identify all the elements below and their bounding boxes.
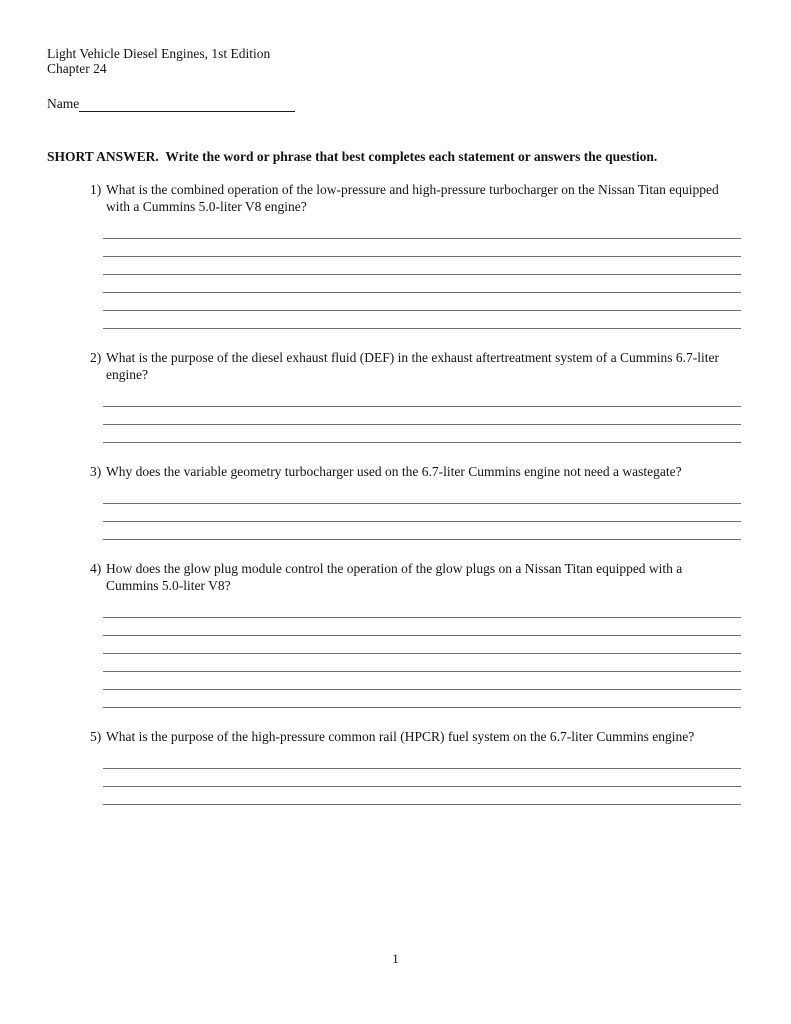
question-number: 1) — [90, 182, 102, 197]
answer-line — [103, 751, 741, 769]
answer-line — [103, 636, 741, 654]
question-4 — [90, 560, 741, 708]
answer-line — [103, 600, 741, 618]
question-text: Why does the variable geometry turbocharger used on the 6.7-liter Cummins engine not need a wastegate? — [106, 464, 682, 479]
answer-line — [103, 769, 741, 787]
answer-line — [103, 672, 741, 690]
question-number: 5) — [90, 729, 102, 744]
question-2 — [90, 349, 741, 443]
section-instructions: SHORT ANSWER. Write the word or phrase that best completes each statement or answers the question. — [47, 149, 658, 164]
question-3-answer-lines — [103, 486, 741, 540]
question-1-row — [90, 181, 741, 215]
question-5-row — [90, 728, 741, 745]
question-4-row — [90, 560, 741, 594]
name-row — [47, 95, 741, 112]
question-3-row — [90, 463, 741, 480]
question-list — [90, 181, 741, 805]
answer-line — [103, 690, 741, 708]
question-2-answer-lines — [103, 389, 741, 443]
name-blank-line — [79, 97, 295, 112]
answer-line — [103, 787, 741, 805]
question-number: 3) — [90, 464, 102, 479]
question-text: How does the glow plug module control the operation of the glow plugs on a Nissan Titan equipped with a Cummins 5.0-liter V8? — [106, 561, 683, 593]
question-number: 4) — [90, 561, 102, 576]
question-5 — [90, 728, 741, 805]
answer-line — [103, 504, 741, 522]
page-number: 1 — [392, 951, 399, 966]
answer-line — [103, 486, 741, 504]
answer-line — [103, 425, 741, 443]
answer-line — [103, 389, 741, 407]
answer-line — [103, 293, 741, 311]
question-number: 2) — [90, 350, 102, 365]
chapter-title: Chapter 24 — [47, 61, 107, 76]
answer-line — [103, 522, 741, 540]
question-5-answer-lines — [103, 751, 741, 805]
answer-line — [103, 239, 741, 257]
question-1-answer-lines — [103, 221, 741, 329]
question-text: What is the purpose of the diesel exhaust fluid (DEF) in the exhaust aftertreatment system of a Cummins 6.7-liter engine? — [106, 350, 719, 382]
answer-line — [103, 407, 741, 425]
answer-line — [103, 257, 741, 275]
name-label: Name — [47, 96, 80, 111]
book-title: Light Vehicle Diesel Engines, 1st Edition — [47, 46, 271, 61]
question-3 — [90, 463, 741, 540]
answer-line — [103, 275, 741, 293]
answer-line — [103, 221, 741, 239]
question-2-row — [90, 349, 741, 383]
document-header — [47, 46, 741, 76]
answer-line — [103, 311, 741, 329]
answer-line — [103, 654, 741, 672]
question-text: What is the purpose of the high-pressure common rail (HPCR) fuel system on the 6.7-liter Cummins engine? — [106, 729, 695, 744]
question-1 — [90, 181, 741, 329]
question-4-answer-lines — [103, 600, 741, 708]
question-text: What is the combined operation of the low-pressure and high-pressure turbocharger on the Nissan Titan equipped with a Cummins 5.0-liter V8 engine? — [106, 182, 719, 214]
answer-line — [103, 618, 741, 636]
